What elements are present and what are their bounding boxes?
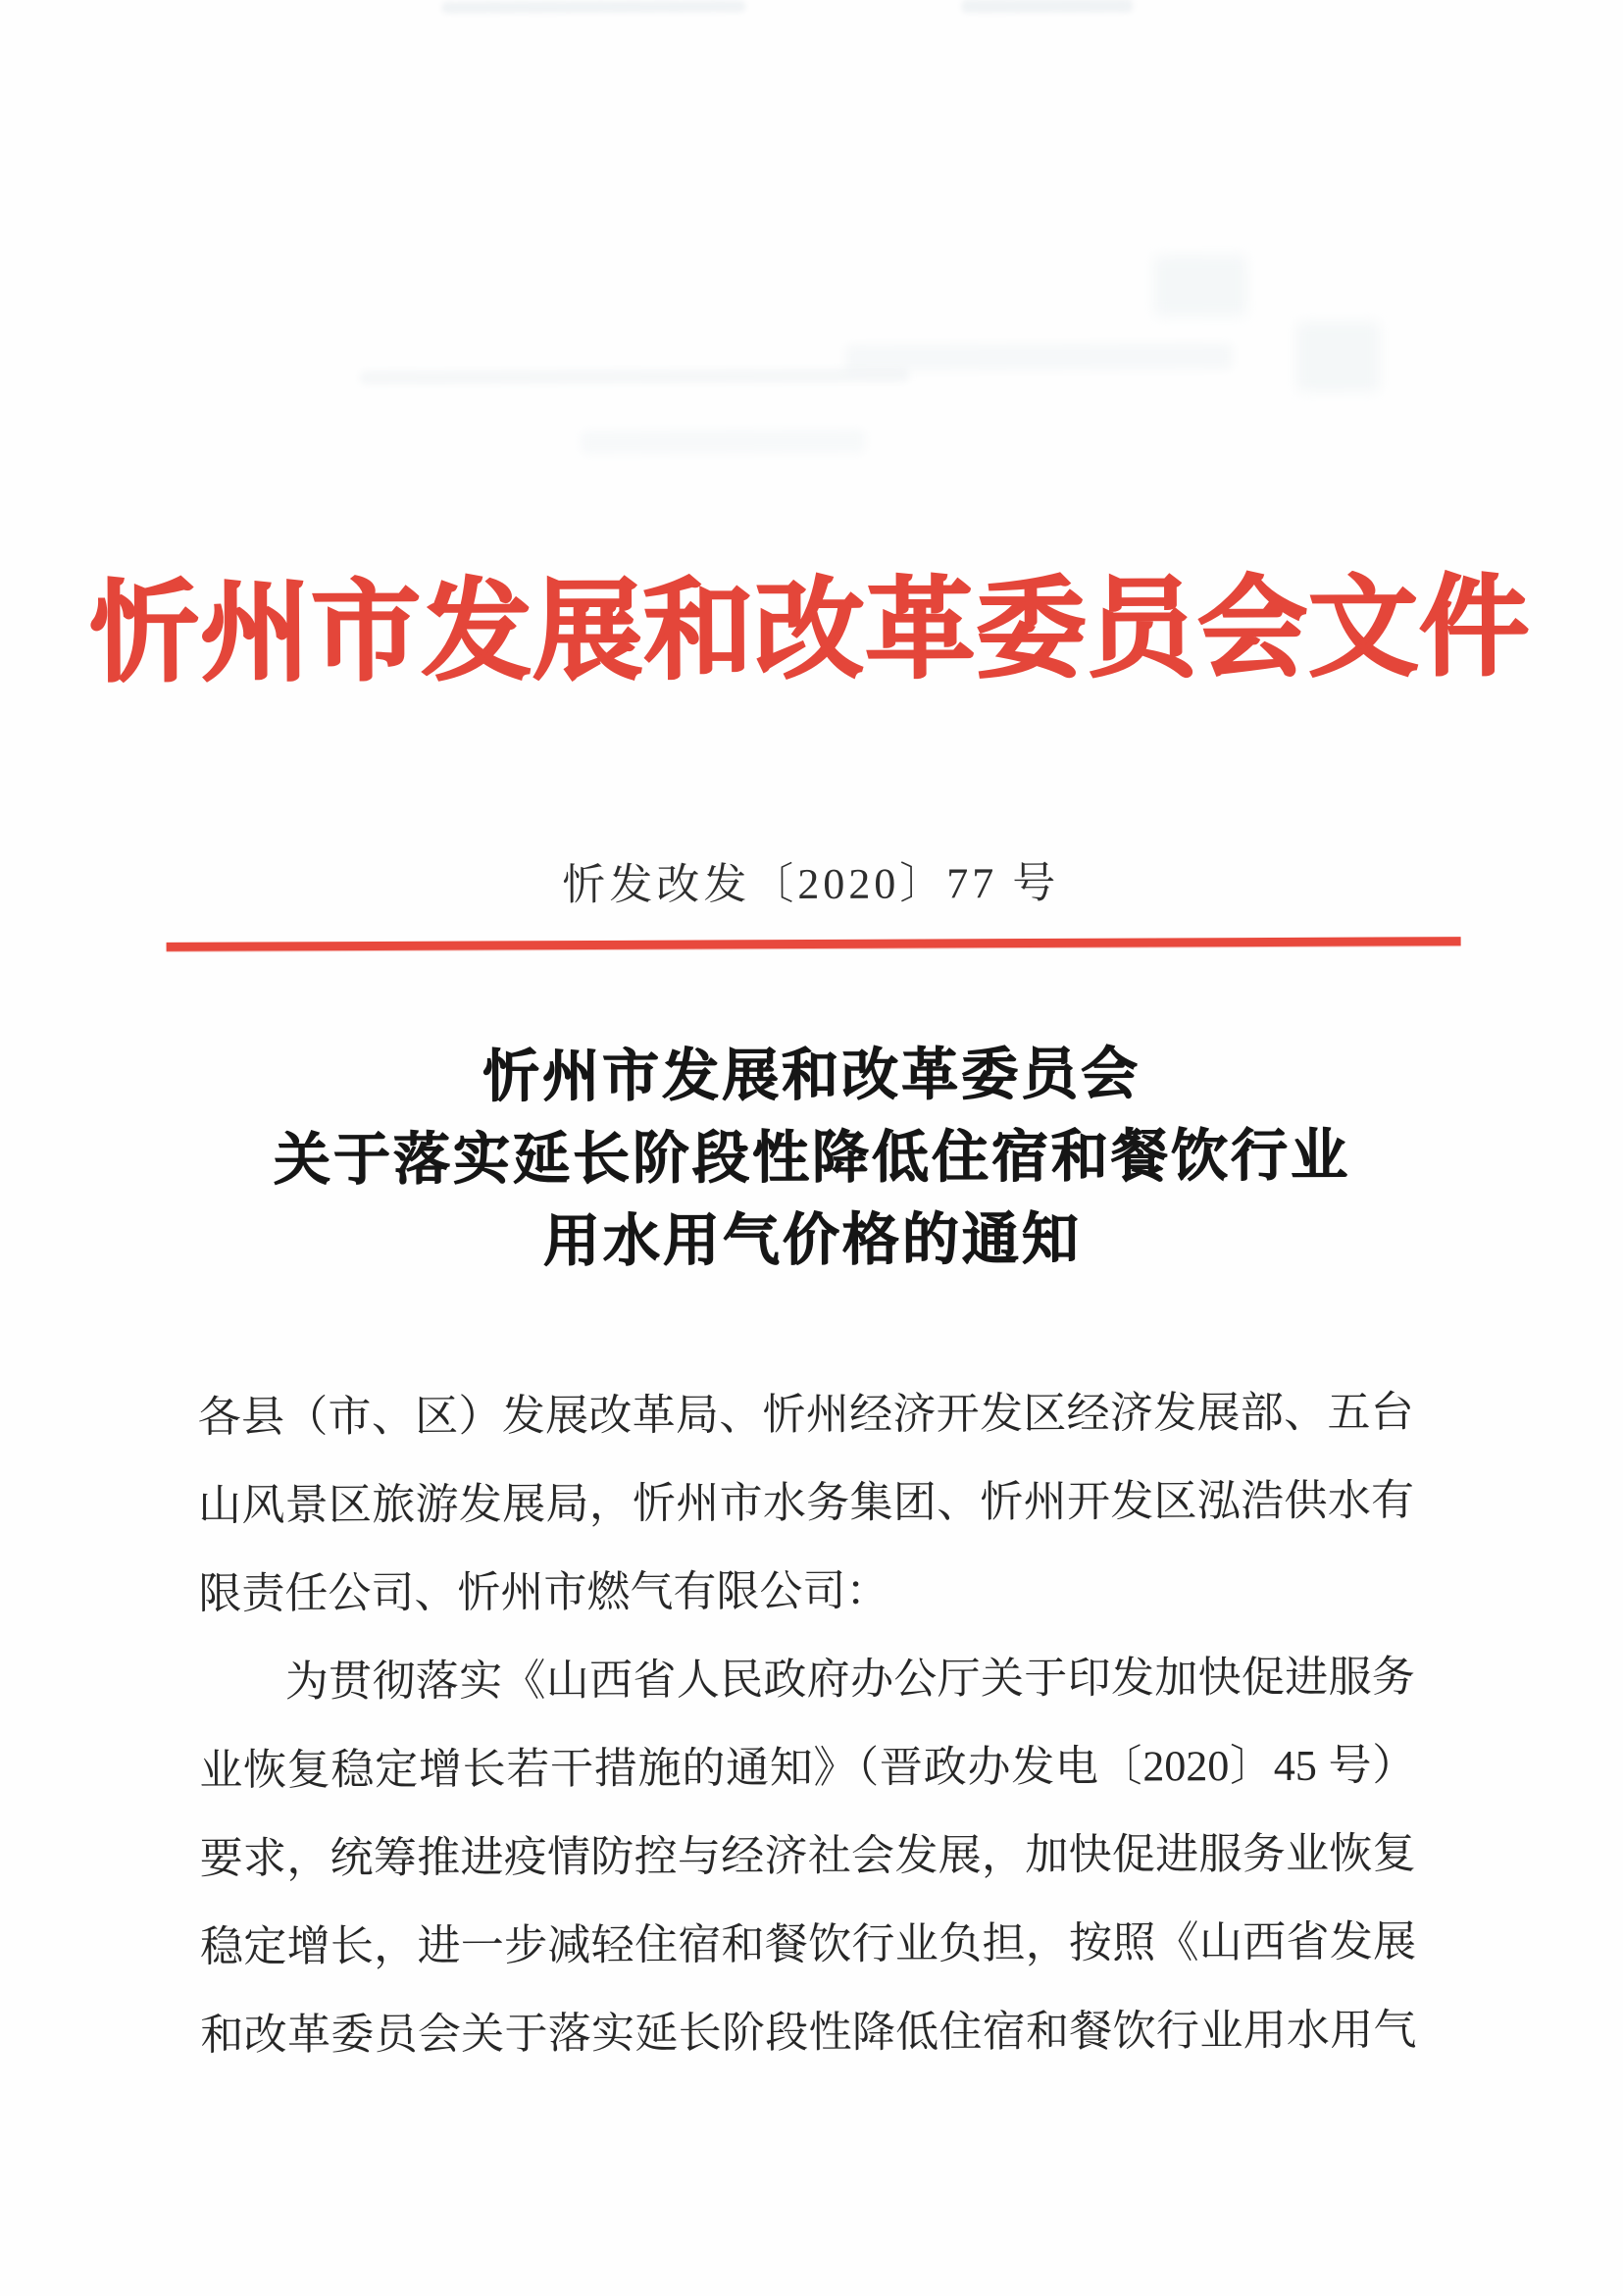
document-title	[0, 1031, 1623, 1285]
body-text-line-3: 限责任公司、忻州市燃气有限公司：	[198, 1566, 889, 1618]
scan-bleed-artifact	[581, 430, 865, 454]
body-text-line-1: 各县（市、区）发展改革局、忻州经济开发区经济发展部、五台	[197, 1388, 1414, 1442]
scan-bleed-artifact	[961, 0, 1133, 13]
document-title-line-3: 用水用气价格的通知	[542, 1206, 1083, 1274]
scan-bleed-artifact	[1154, 255, 1247, 316]
body-text-line-5: 业恢复稳定增长若干措施的通知》（晋政办发电〔2020〕45 号）	[199, 1741, 1416, 1795]
document-title-line-2: 关于落实延长阶段性降低住宿和餐饮行业	[273, 1123, 1351, 1193]
body-text-line-2: 山风景区旅游发展局，忻州市水务集团、忻州开发区泓浩供水有	[197, 1476, 1415, 1530]
document-title-line-1: 忻州市发展和改革委员会	[482, 1042, 1141, 1109]
body-text-line-4: 为贯彻落实《山西省人民政府办公厅关于印发加快促进服务	[284, 1653, 1415, 1707]
red-divider-line	[167, 937, 1461, 951]
document-number: 忻发改发〔2020〕77 号	[562, 858, 1060, 910]
scan-bleed-artifact	[441, 0, 745, 13]
scan-bleed-artifact	[1296, 321, 1380, 391]
document-body	[198, 1368, 1417, 2079]
body-text-line-8: 和改革委员会关于落实延长阶段性降低住宿和餐饮行业用水用气	[200, 2006, 1417, 2060]
scan-bleed-artifact	[360, 369, 909, 384]
scan-bleed-artifact	[845, 343, 1233, 371]
agency-header-title: 忻州市发展和改革委员会文件	[88, 567, 1531, 696]
body-text-line-6: 要求，统筹推进疫情防控与经济社会发展，加快促进服务业恢复	[199, 1829, 1416, 1883]
body-text-line-7: 稳定增长，进一步减轻住宿和餐饮行业负担，按照《山西省发展	[199, 1917, 1417, 1971]
